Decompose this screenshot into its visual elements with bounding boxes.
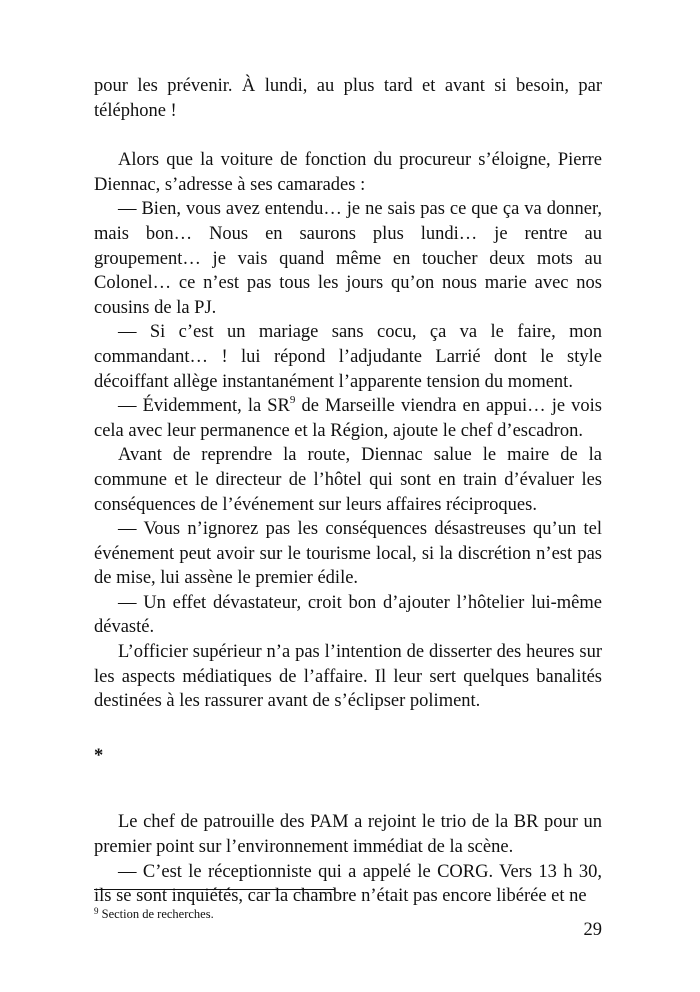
paragraph: Le chef de patrouille des PAM a rejoint le trio de la BR pour un premier point sur l’environnement immédiat de la scène. — [94, 812, 602, 858]
paragraph: Avant de reprendre la route, Diennac salue le maire de la commune et le directeur de l’hôtel qui sont en train d’évaluer les conséquences de l’événement sur leurs affaires réciproques. — [94, 445, 602, 515]
footnote-number: 9 — [94, 906, 99, 916]
paragraph: Alors que la voiture de fonction du procureur s’éloigne, Pierre Diennac, s’adresse à ses camarades : — [94, 150, 602, 195]
paragraph: — Bien, vous avez entendu… je ne sais pas ce que ça va donner, mais bon… Nous en saurons plus lundi… je rentre au groupement… je vais quand même en toucher deux mots au Colonel… ce n’est pas tous les jours qu’on nous marie avec nos cousins de la PJ. — [94, 199, 602, 318]
paragraph: — Vous n’ignorez pas les conséquences désastreuses qu’un tel événement peut avoir sur le tourisme local, si la discrétion n’est pas de mise, lui assène le premier édile. — [94, 519, 602, 589]
footnote-divider — [94, 889, 335, 890]
footnote-text: Section de recherches. — [101, 907, 214, 921]
paragraph: L’officier supérieur n’a pas l’intention de disserter des heures sur les aspects médiatiques de l’affaire. Il leur sert quelques banalités destinées à les rassurer avant de s’éclipser poliment. — [94, 642, 602, 712]
paragraph-text: — Évidemment, la SR — [118, 396, 290, 417]
paragraph — [94, 394, 602, 443]
page-number: 29 — [583, 920, 602, 940]
paragraph: — Si c’est un mariage sans cocu, ça va le faire, mon commandant… ! lui répond l’adjudante Larrié dont le style décoiffant allège instantanément l’apparente tension du moment. — [94, 322, 602, 392]
paragraph-text: de Marseille viendra en appui… je vois cela avec leur permanence et la Région, ajoute le chef d’escadron. — [94, 396, 602, 441]
section-separator: * — [94, 745, 104, 766]
paragraph: — C’est le réceptionniste qui a appelé le CORG. Vers 13 h 30, ils se sont inquiétés, car la chambre n’était pas encore libérée et ne — [94, 861, 602, 907]
body-text — [94, 74, 602, 909]
paragraph: pour les prévenir. À lundi, au plus tard et avant si besoin, par téléphone ! — [94, 76, 602, 121]
paragraph: — Un effet dévastateur, croit bon d’ajouter l’hôtelier lui-même dévasté. — [94, 592, 602, 638]
footnote — [94, 903, 214, 922]
footnote-reference[interactable]: 9 — [289, 394, 296, 407]
paragraph-gap — [94, 123, 602, 148]
